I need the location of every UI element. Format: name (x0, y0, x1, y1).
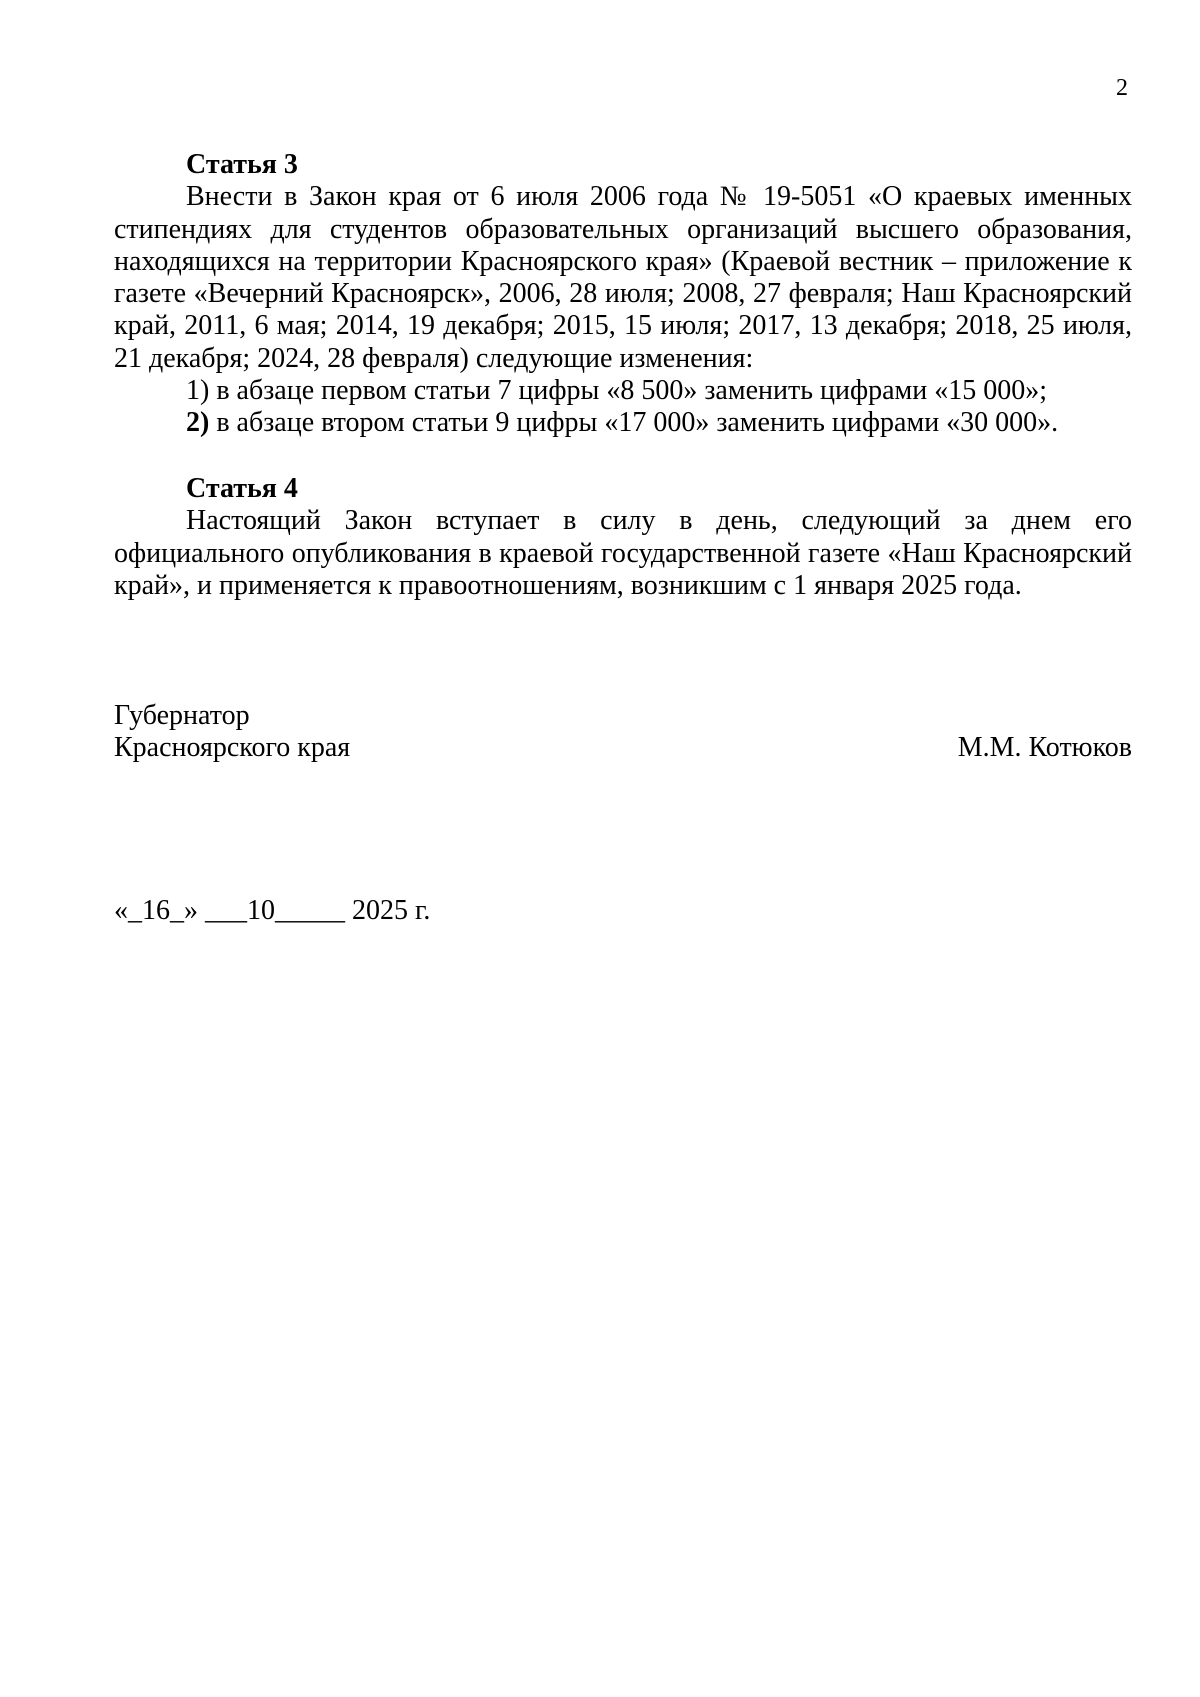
article-3-title: Статья 3 (186, 149, 298, 180)
article-4-title: Статья 4 (186, 473, 298, 504)
signing-date: «_16_» ___10_____ 2025 г. (114, 895, 431, 926)
page-number: 2 (1116, 75, 1128, 101)
item-text: в абзаце втором статьи 9 цифры «17 000» заменить цифрами «30 000». (209, 407, 1059, 439)
signature-block (114, 700, 1132, 765)
item-number: 1) (186, 375, 210, 407)
article-3-item-2 (114, 407, 1132, 439)
signature-row (114, 732, 1132, 764)
article-3-item-1 (114, 375, 1132, 407)
article-4 (114, 473, 1132, 602)
signatory-position-line1: Губернатор (114, 700, 250, 731)
article-3-paragraph: Внести в Закон края от 6 июля 2006 года № 19-5051 «О краевых именных стипендиях для студентов образовательных организаций высшего образования, находящихся на территории Красноярского края» (Краевой вестник – приложение к газете «Вечерний Красноярск», 2006, 28 июля; 2008, 27 февраля; Наш Красноярский край, 2011, 6 мая; 2014, 19 декабря; 2015, 15 июля; 2017, 13 декабря; 2018, 25 июля, 21 декабря; 2024, 28 февраля) следующие изменения: (114, 181, 1132, 374)
article-3 (114, 149, 1132, 440)
item-number: 2) (186, 407, 210, 439)
signatory-name: М.М. Котюков (957, 732, 1132, 764)
item-text: в абзаце первом статьи 7 цифры «8 500» заменить цифрами «15 000»; (209, 375, 1048, 407)
signatory-position-line2: Красноярского края (114, 732, 351, 764)
article-4-paragraph: Настоящий Закон вступает в силу в день, следующий за днем его официального опубликования в краевой государственной газете «Наш Красноярский край», и применяется к правоотношениям, возникшим с 1 января 2025 года. (114, 505, 1132, 601)
